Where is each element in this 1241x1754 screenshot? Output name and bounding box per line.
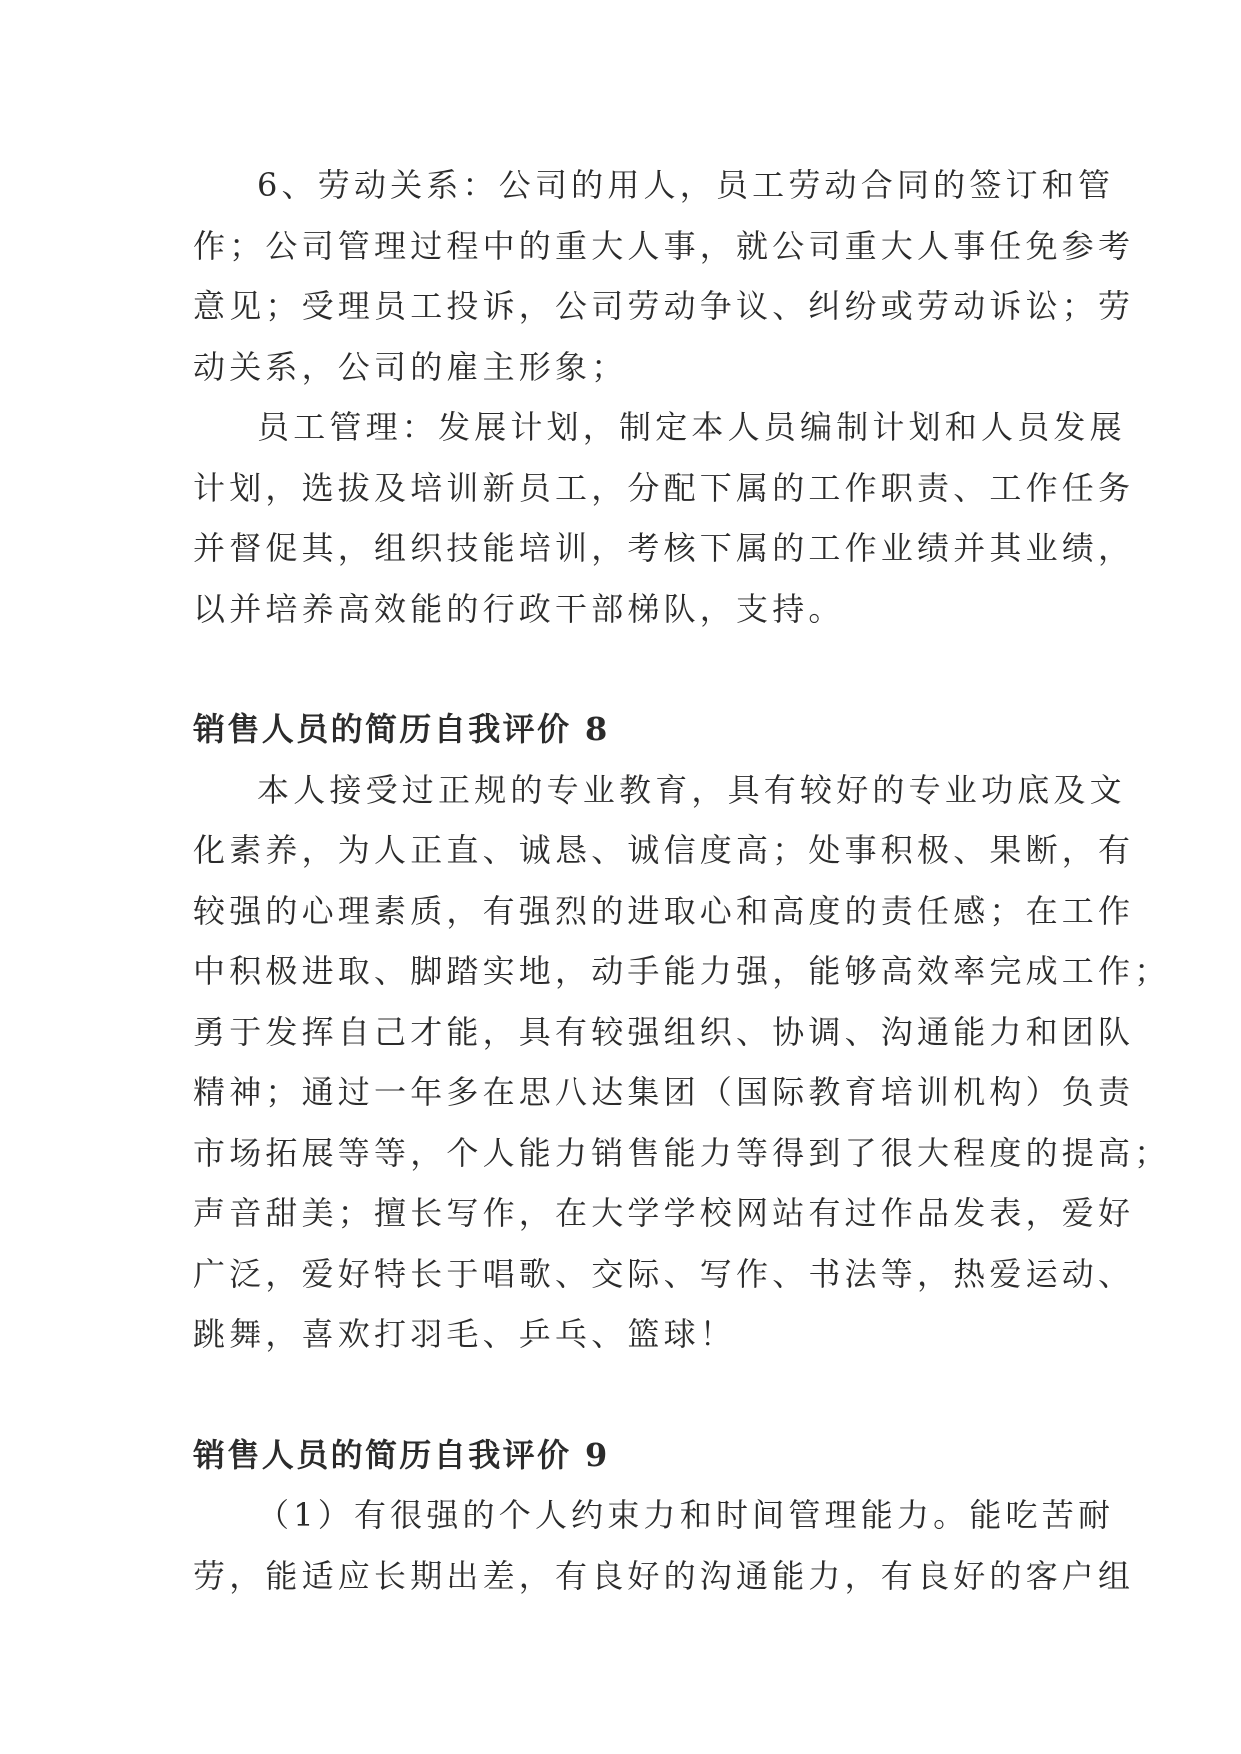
text-line: 广泛，爱好特长于唱歌、交际、写作、书法等，热爱运动、	[193, 1254, 1135, 1293]
text-line: 本人接受过正规的专业教育，具有较好的专业功底及文	[257, 770, 1126, 809]
paragraph-labor-relations	[193, 155, 1135, 397]
section-self-evaluation-8	[193, 699, 1171, 1365]
text-line: 作；公司管理过程中的重大人事，就公司重大人事任免参考	[193, 226, 1135, 265]
text-line: 并督促其，组织技能培训，考核下属的工作业绩并其业绩，	[193, 529, 1135, 567]
text-line: 计划，选拔及培训新员工，分配下属的工作职责、工作任务	[193, 468, 1135, 507]
text-line: 意见；受理员工投诉，公司劳动争议、纠纷或劳动诉讼；劳	[193, 287, 1135, 325]
text-line: 精神；通过一年多在思八达集团（国际教育培训机构）负责	[193, 1073, 1135, 1111]
text-line: 勇于发挥自己才能，具有较强组织、协调、沟通能力和团队	[193, 1012, 1135, 1051]
text-line: 中积极进取、脚踏实地，动手能力强，能够高效率完成工作；	[193, 952, 1171, 990]
text-line: 市场拓展等等，个人能力销售能力等得到了很大程度的提高；	[193, 1133, 1171, 1172]
section-spacer	[193, 1365, 1053, 1425]
text-line: 声音甜美；擅长写作，在大学学校网站有过作品发表，爱好	[193, 1194, 1135, 1232]
text-line: 跳舞，喜欢打羽毛、乒乓、篮球！	[193, 1315, 737, 1353]
text-line: （1）有很强的个人约束力和时间管理能力。能吃苦耐	[257, 1496, 1115, 1534]
section-labor-relations	[193, 155, 1135, 639]
paragraph-self-evaluation-9	[193, 1485, 1135, 1606]
section-heading: 销售人员的简历自我评价 9	[193, 1435, 610, 1474]
text-line: 员工管理：发展计划，制定本人员编制计划和人员发展	[257, 408, 1126, 446]
text-line: 动关系，公司的雇主形象；	[193, 347, 628, 386]
section-heading: 销售人员的简历自我评价 8	[193, 710, 610, 748]
text-line: 劳，能适应长期出差，有良好的沟通能力，有良好的客户组	[193, 1556, 1135, 1595]
section-self-evaluation-9	[193, 1425, 1135, 1607]
paragraph-self-evaluation-8	[193, 760, 1171, 1365]
text-line: 以并培养高效能的行政干部梯队，支持。	[193, 589, 845, 628]
section-spacer	[193, 639, 1053, 699]
text-line: 较强的心理素质，有强烈的进取心和高度的责任感；在工作	[193, 891, 1135, 930]
text-line: 6、劳动关系：公司的用人，员工劳动合同的签订和管	[257, 166, 1115, 204]
document-page	[193, 155, 1171, 1606]
paragraph-staff-management	[193, 397, 1135, 639]
text-line: 化素养，为人正直、诚恳、诚信度高；处事积极、果断，有	[193, 831, 1135, 869]
